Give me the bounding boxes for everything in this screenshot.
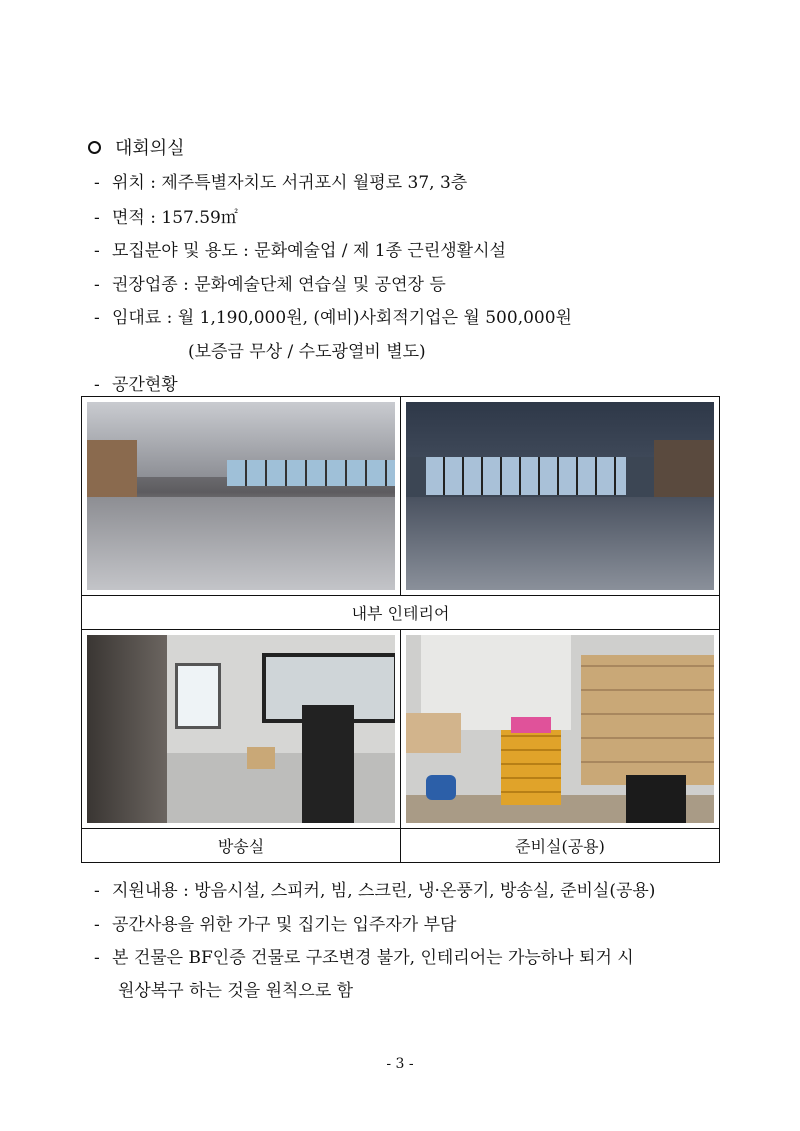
info-rent — [94, 303, 572, 328]
dash-marker: - — [94, 275, 100, 295]
dash-marker: - — [94, 881, 100, 901]
interior-photo-2 — [406, 402, 714, 590]
info-text: 면적 : 157.59㎡ — [112, 208, 238, 228]
page-number: - 3 - — [386, 1056, 414, 1072]
note-support — [94, 876, 655, 901]
info-text: 위치 : 제주특별자치도 서귀포시 월평로 37, 3층 — [112, 173, 468, 193]
note-text: 본 건물은 BF인증 건물로 구조변경 불가, 인테리어는 가능하나 퇴거 시 — [112, 948, 634, 968]
broadcast-photo-cell — [82, 630, 401, 829]
dash-marker: - — [94, 375, 100, 395]
dash-marker: - — [94, 173, 100, 193]
note-text: 지원내용 : 방음시설, 스피커, 빔, 스크린, 냉·온풍기, 방송실, 준비실(공용) — [112, 881, 656, 901]
info-recruitment — [94, 236, 506, 261]
rent-note: (보증금 무상 / 수도광열비 별도) — [188, 342, 426, 362]
prep-photo-cell — [401, 630, 720, 829]
dash-marker: - — [94, 308, 100, 328]
dash-marker: - — [94, 208, 100, 228]
interior-photo-cell-1 — [82, 397, 401, 596]
info-text: 임대료 : 월 1,190,000원, (예비)사회적기업은 월 500,000원 — [112, 308, 572, 328]
dash-marker: - — [94, 241, 100, 261]
note-furniture — [94, 910, 456, 935]
photo-table — [81, 396, 720, 863]
interior-photo-1 — [87, 402, 395, 590]
prep-room-photo — [406, 635, 714, 823]
info-area — [94, 203, 238, 228]
note-bf-certification — [94, 943, 634, 968]
space-status-label — [94, 370, 178, 395]
broadcast-room-photo — [87, 635, 395, 823]
interior-caption: 내부 인테리어 — [82, 596, 720, 630]
section-title: 대회의실 — [115, 138, 185, 159]
info-text: 공간현황 — [112, 375, 178, 395]
note-text: 공간사용을 위한 가구 및 집기는 입주자가 부담 — [112, 915, 457, 935]
info-text: 모집분야 및 용도 : 문화예술업 / 제 1종 근린생활시설 — [112, 241, 506, 261]
dash-marker: - — [94, 915, 100, 935]
prep-caption: 준비실(공용) — [401, 829, 720, 863]
dash-marker: - — [94, 948, 100, 968]
info-recommended — [94, 270, 446, 295]
interior-photo-cell-2 — [401, 397, 720, 596]
broadcast-caption: 방송실 — [82, 829, 401, 863]
hollow-circle-icon — [88, 141, 101, 154]
info-location — [94, 168, 467, 193]
section-heading — [88, 134, 185, 160]
note-continuation: 원상복구 하는 것을 원칙으로 함 — [118, 981, 354, 1001]
info-text: 권장업종 : 문화예술단체 연습실 및 공연장 등 — [112, 275, 446, 295]
